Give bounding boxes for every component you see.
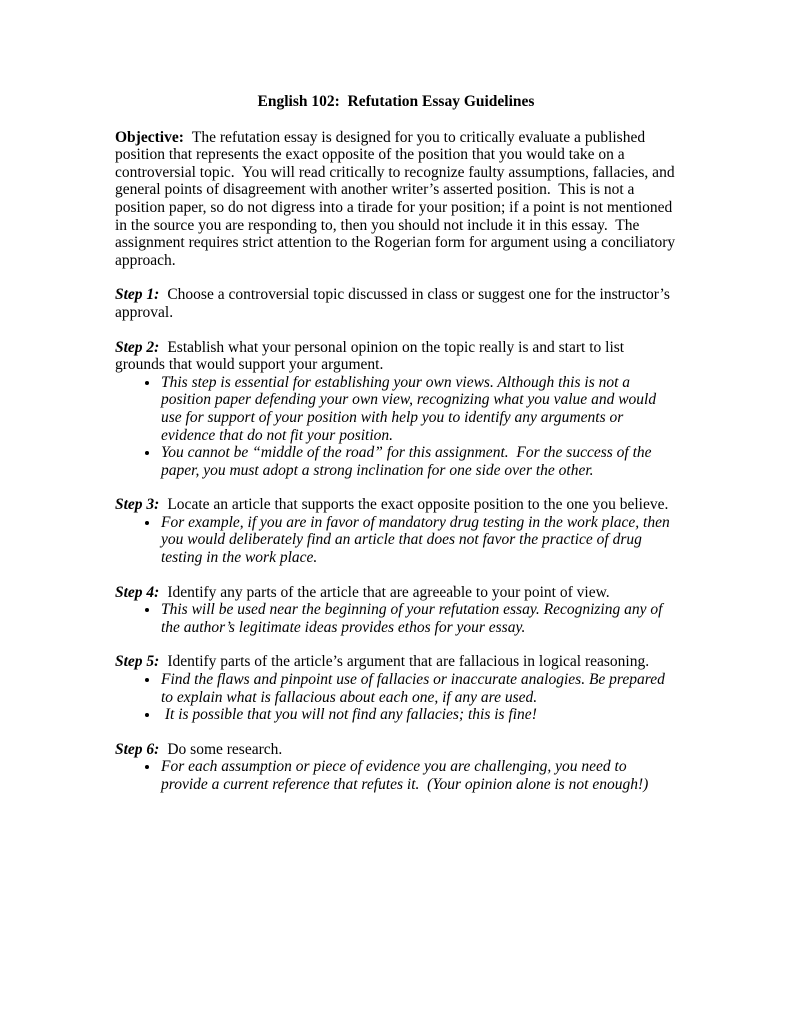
section-paragraph xyxy=(115,653,677,671)
step-text: Choose a controversial topic discussed in class or suggest one for the instructor’s approval. xyxy=(115,286,674,321)
document-section xyxy=(115,496,677,566)
bullet-item: • For each assumption or piece of evidence you are challenging, you need to provide a current reference that refutes it. (Your opinion alone is not enough!) xyxy=(160,758,677,793)
bullet-list xyxy=(115,374,677,480)
document-section xyxy=(115,741,677,794)
section-paragraph xyxy=(115,496,677,514)
step-label: Objective: xyxy=(115,128,184,146)
bullet-item: • Find the flaws and pinpoint use of fallacies or inaccurate analogies. Be prepared to explain what is fallacious about each one, if any are used. xyxy=(160,671,677,706)
bullet-item: • This step is essential for establishing your own views. Although this is not a position paper defending your own view, recognizing what you value and would use for support of your position with help you to identify any arguments or evidence that do not fit your position. xyxy=(160,374,677,444)
section-paragraph xyxy=(115,286,677,321)
document-section xyxy=(115,653,677,723)
bullet-list xyxy=(115,758,677,793)
bullet-list xyxy=(115,671,677,724)
page-title: English 102: Refutation Essay Guidelines xyxy=(257,93,535,110)
step-text: Identify any parts of the article that are agreeable to your point of view. xyxy=(167,583,610,601)
bullet-item: • For example, if you are in favor of mandatory drug testing in the work place, then you would deliberately find an article that does not favor the practice of drug testing in the work place. xyxy=(160,514,677,567)
section-paragraph xyxy=(115,741,677,759)
section-paragraph xyxy=(115,128,680,270)
step-label: Step 2: xyxy=(115,338,160,356)
document-section xyxy=(115,339,677,480)
step-text: Locate an article that supports the exact opposite position to the one you believe. xyxy=(167,496,669,514)
document-section xyxy=(115,128,680,270)
step-label: Step 1: xyxy=(115,286,160,304)
step-text: The refutation essay is designed for you to critically evaluate a published position that represents the exact opposite of the position that you would take on a controversial topic. You will read critically to recognize faulty assumptions, fallacies, and general points of disagreement with another writer’s asserted position. This is not a position paper, so do not digress into a tirade for your position; if a point is not mentioned in the source you are responding to, then you should not include it in this essay. The assignment requires strict attention to the Rogerian form for argument using a conciliatory approach. xyxy=(115,128,680,269)
bullet-list xyxy=(115,514,677,567)
document-section xyxy=(115,584,677,637)
step-label: Step 5: xyxy=(115,653,160,671)
document-body xyxy=(115,128,680,794)
bullet-item: • This will be used near the beginning of your refutation essay. Recognizing any of the author’s legitimate ideas provides ethos for your essay. xyxy=(160,601,677,636)
bullet-item: • It is possible that you will not find any fallacies; this is fine! xyxy=(160,706,677,724)
step-text: Identify parts of the article’s argument that are fallacious in logical reasoning. xyxy=(167,653,650,671)
step-text: Establish what your personal opinion on the topic really is and start to list grounds that would support your argument. xyxy=(115,338,628,374)
document-section xyxy=(115,286,677,321)
step-label: Step 3: xyxy=(115,496,160,514)
section-paragraph xyxy=(115,339,677,374)
step-label: Step 4: xyxy=(115,583,160,601)
step-label: Step 6: xyxy=(115,740,160,758)
step-text: Do some research. xyxy=(167,740,283,758)
bullet-item: • You cannot be “middle of the road” for this assignment. For the success of the paper, you must adopt a strong inclination for one side over the other. xyxy=(160,444,677,479)
bullet-list xyxy=(115,601,677,636)
section-paragraph xyxy=(115,584,677,602)
